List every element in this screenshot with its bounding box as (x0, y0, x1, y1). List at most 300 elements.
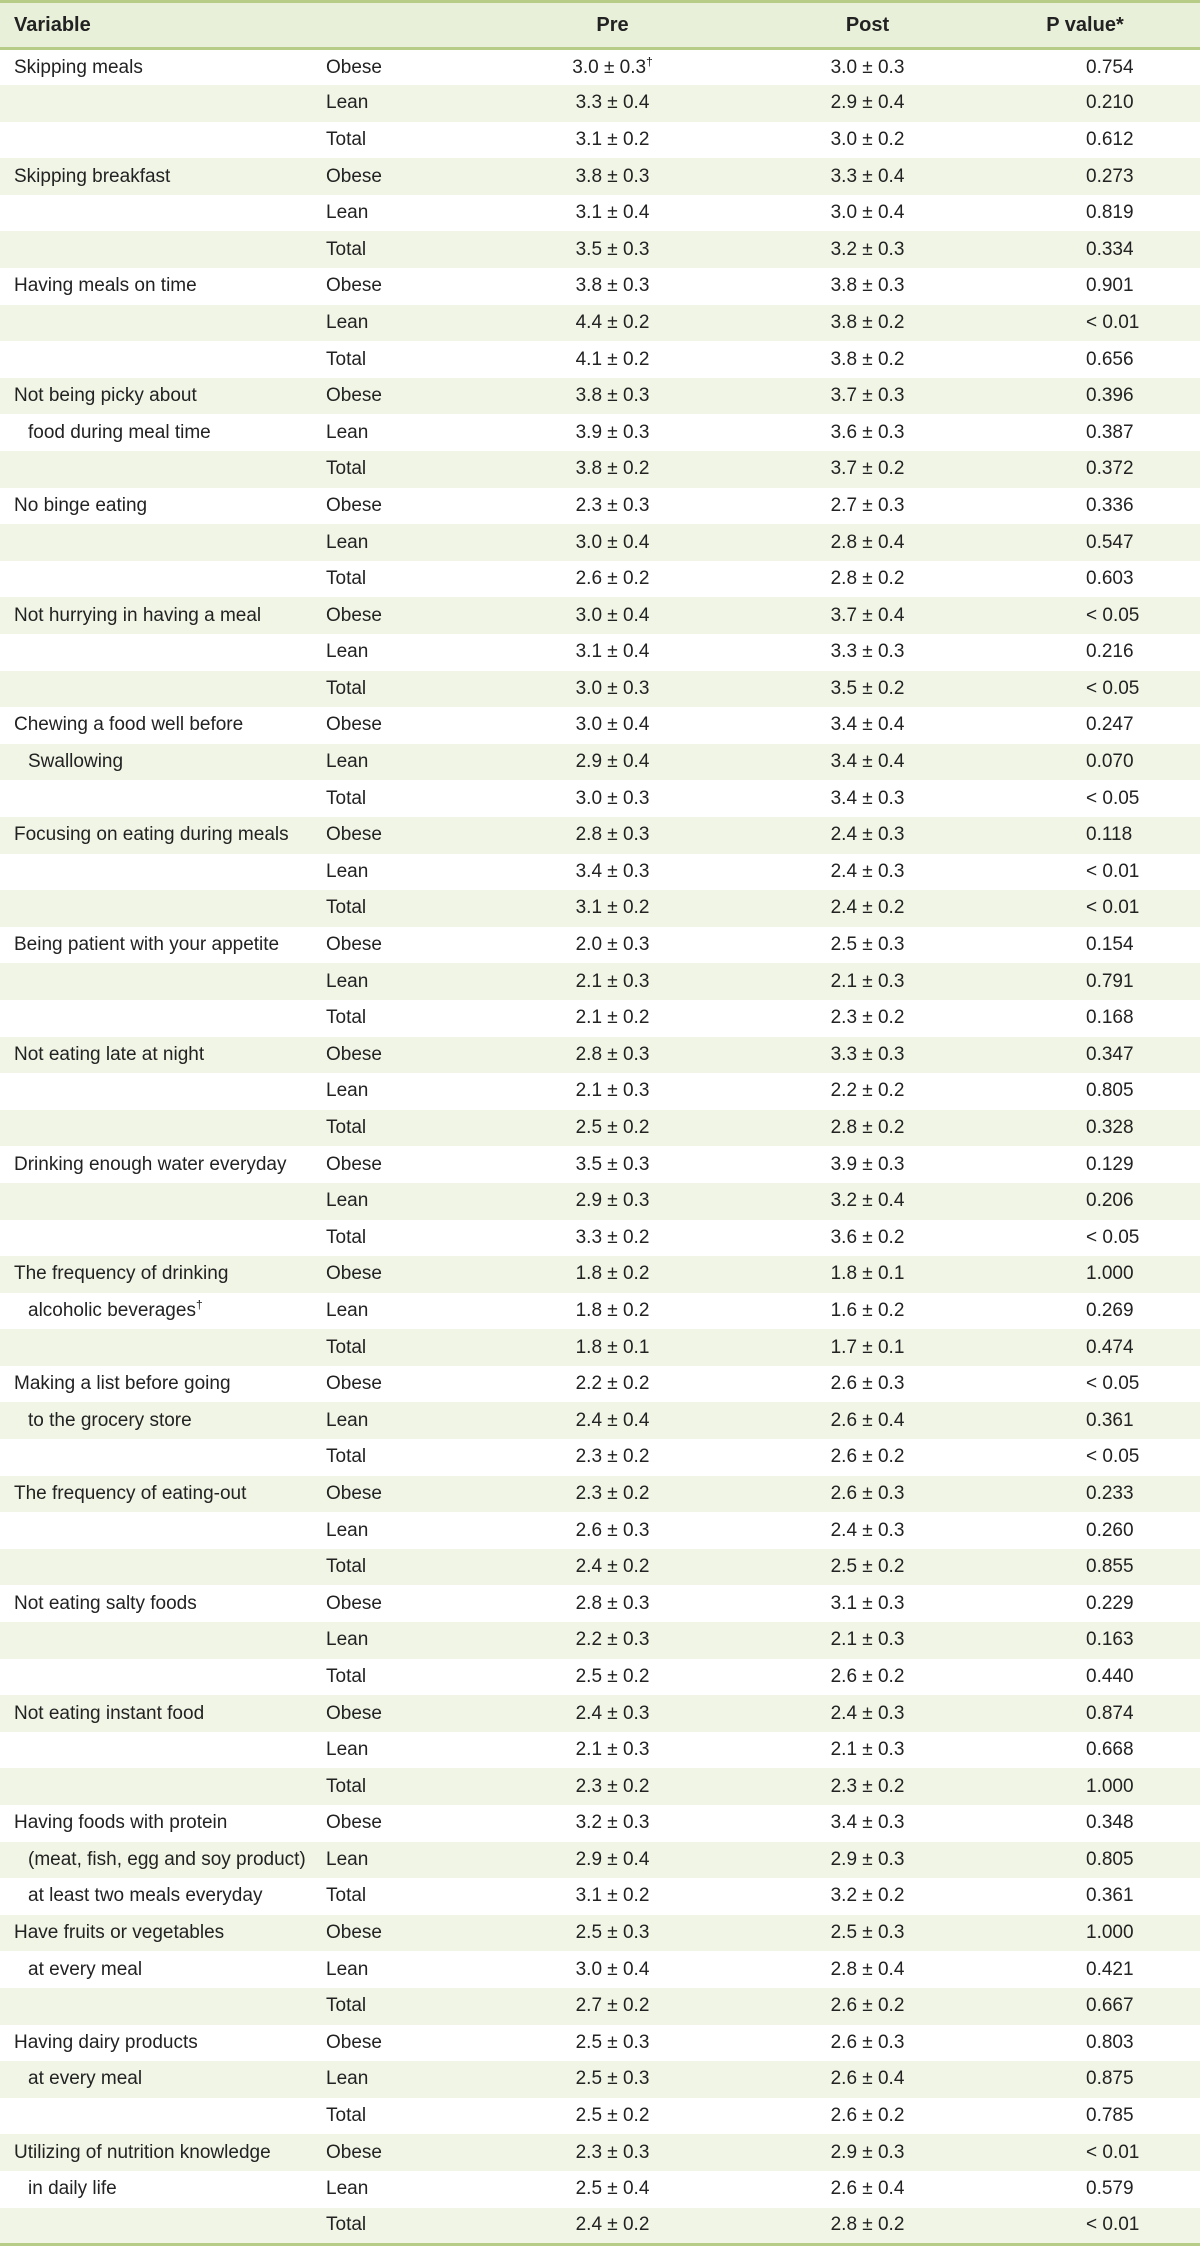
cell-variable (0, 1622, 310, 1659)
cell-variable (0, 1256, 310, 1293)
variable-text: at every meal (28, 2068, 143, 2090)
cell-pre (460, 707, 745, 744)
table-row (0, 1146, 1200, 1183)
cell-post: 2.6 ± 0.4 (830, 2178, 905, 2200)
table-row (0, 1512, 1200, 1549)
variable-text: Not eating late at night (14, 1043, 205, 1065)
cell-group: Total (326, 1336, 367, 1358)
cell-p-value: < 0.05 (1086, 1226, 1140, 1248)
table-row (0, 890, 1200, 927)
cell-p-value: 0.785 (1086, 2105, 1134, 2127)
cell-p-value: 0.334 (1086, 238, 1134, 260)
variable-text: Having dairy products (14, 2031, 198, 2053)
cell-pre (460, 671, 745, 708)
cell-group: Total (326, 677, 367, 699)
cell-variable (0, 707, 310, 744)
cell-group: Obese (326, 714, 382, 736)
pre-value: 3.1 ± 0.4 (575, 641, 650, 663)
pre-value: 3.1 ± 0.2 (575, 897, 650, 919)
cell-post: 2.2 ± 0.2 (830, 1080, 905, 1102)
cell-post: 3.7 ± 0.2 (830, 458, 905, 480)
cell-pre (460, 780, 745, 817)
cell-variable (0, 927, 310, 964)
cell-pre (460, 854, 745, 891)
pre-value: 3.8 ± 0.3 (575, 275, 650, 297)
cell-group: Lean (326, 970, 369, 992)
variable-text: Have fruits or vegetables (14, 1922, 225, 1944)
cell-variable (0, 1402, 310, 1439)
cell-pre (460, 1256, 745, 1293)
cell-p-value: 0.216 (1086, 641, 1134, 663)
cell-p-value: 0.875 (1086, 2068, 1134, 2090)
table-row (0, 1768, 1200, 1805)
table-row (0, 49, 1200, 86)
cell-p-value: < 0.05 (1086, 1373, 1140, 1395)
table-row (0, 1915, 1200, 1952)
pre-value: 3.8 ± 0.3 (575, 165, 650, 187)
variable-text: alcoholic beverages (28, 1299, 196, 1321)
cell-post: 2.8 ± 0.2 (745, 2208, 990, 2245)
cell-variable (0, 1329, 310, 1366)
cell-group: Total (326, 1446, 367, 1468)
cell-pre (460, 1585, 745, 1622)
variable-text: Skipping meals (14, 56, 143, 78)
cell-post: 3.8 ± 0.3 (830, 275, 905, 297)
cell-group: Total (326, 1995, 367, 2017)
cell-pre (460, 744, 745, 781)
cell-pre (460, 1659, 745, 1696)
cell-variable (0, 890, 310, 927)
table-row (0, 671, 1200, 708)
pre-value: 3.0 ± 0.4 (575, 531, 650, 553)
table-row (0, 597, 1200, 634)
footnote-mark: † (195, 1297, 203, 1312)
table-row (0, 1439, 1200, 1476)
cell-group: Lean (326, 311, 369, 333)
cell-post: 2.1 ± 0.3 (830, 970, 905, 992)
cell-p-value: 0.668 (1086, 1739, 1134, 1761)
pre-value: 2.4 ± 0.4 (575, 1409, 650, 1431)
cell-group: Total (326, 2105, 367, 2127)
pre-value: 2.1 ± 0.2 (575, 1007, 650, 1029)
cell-group: Lean (326, 751, 369, 773)
cell-p-value: 0.579 (1086, 2178, 1134, 2200)
header-p-value: P value* (990, 2, 1200, 49)
cell-variable (0, 1439, 310, 1476)
cell-group: Lean (326, 1848, 369, 1870)
cell-pre (460, 1146, 745, 1183)
table-header (0, 2, 1200, 49)
pre-value: 3.2 ± 0.3 (575, 1812, 650, 1834)
pre-value: 3.1 ± 0.4 (575, 202, 650, 224)
cell-group: Obese (326, 1812, 382, 1834)
cell-pre (460, 1366, 745, 1403)
cell-pre (460, 1622, 745, 1659)
cell-variable (0, 341, 310, 378)
cell-group: Lean (326, 1190, 369, 1212)
pre-value: 2.1 ± 0.3 (575, 970, 650, 992)
cell-variable (0, 671, 310, 708)
cell-group: Total (326, 897, 367, 919)
cell-p-value: 0.210 (1086, 92, 1134, 114)
table-row (0, 488, 1200, 525)
cell-post: 2.9 ± 0.3 (830, 2141, 905, 2163)
cell-post: 2.5 ± 0.3 (830, 1922, 905, 1944)
cell-post: 3.2 ± 0.4 (830, 1190, 905, 1212)
cell-variable (0, 1293, 310, 1330)
cell-variable (0, 1073, 310, 1110)
cell-group: Obese (326, 494, 382, 516)
cell-pre (460, 561, 745, 598)
header-pre: Pre (460, 2, 745, 49)
cell-group: Lean (326, 2178, 369, 2200)
cell-p-value: 0.819 (1086, 202, 1134, 224)
cell-variable (0, 488, 310, 525)
cell-group: Obese (326, 165, 382, 187)
pre-value: 2.4 ± 0.2 (575, 2214, 650, 2236)
cell-p-value: 0.229 (1086, 1592, 1134, 1614)
cell-variable (0, 634, 310, 671)
pre-value: 2.5 ± 0.3 (575, 1922, 650, 1944)
cell-variable (0, 1878, 310, 1915)
cell-p-value: 0.118 (1086, 824, 1133, 846)
cell-group: Obese (326, 1373, 382, 1395)
cell-pre (460, 2208, 745, 2245)
table-row (0, 1732, 1200, 1769)
pre-value: 2.5 ± 0.2 (575, 2105, 650, 2127)
cell-p-value: 0.154 (1086, 934, 1134, 956)
cell-pre (460, 1988, 745, 2025)
cell-variable (0, 854, 310, 891)
cell-group: Total (326, 458, 367, 480)
cell-group: Obese (326, 1043, 382, 1065)
cell-p-value: 0.874 (1086, 1702, 1134, 1724)
cell-variable (0, 744, 310, 781)
pre-value: 3.0 ± 0.4 (575, 714, 650, 736)
cell-group: Obese (326, 604, 382, 626)
cell-post: 3.6 ± 0.2 (830, 1226, 905, 1248)
cell-variable (0, 231, 310, 268)
variable-text: The frequency of drinking (14, 1263, 229, 1285)
cell-post: 3.4 ± 0.3 (830, 1812, 905, 1834)
cell-group: Obese (326, 934, 382, 956)
cell-variable (0, 1146, 310, 1183)
cell-variable (0, 963, 310, 1000)
cell-variable (0, 268, 310, 305)
cell-pre (460, 1000, 745, 1037)
cell-variable (0, 49, 310, 86)
cell-variable (0, 1732, 310, 1769)
cell-post: 2.8 ± 0.4 (830, 1958, 905, 1980)
variable-text: The frequency of eating-out (14, 1482, 247, 1504)
cell-pre (460, 488, 745, 525)
table-row (0, 1329, 1200, 1366)
table-row (0, 1476, 1200, 1513)
table-row (0, 341, 1200, 378)
cell-post: 3.5 ± 0.2 (830, 677, 905, 699)
table-row (0, 1037, 1200, 1074)
cell-variable (0, 1805, 310, 1842)
pre-value: 2.5 ± 0.3 (575, 2031, 650, 2053)
cell-variable (0, 1549, 310, 1586)
cell-post: 3.2 ± 0.2 (830, 1885, 905, 1907)
cell-pre (460, 524, 745, 561)
cell-group: Total (326, 1885, 367, 1907)
cell-pre (460, 1402, 745, 1439)
cell-variable (0, 1037, 310, 1074)
variable-text: Chewing a food well before (14, 714, 244, 736)
cell-pre (460, 195, 745, 232)
pre-value: 2.0 ± 0.3 (575, 934, 650, 956)
cell-group: Total (326, 787, 367, 809)
cell-post: 2.8 ± 0.2 (830, 1117, 905, 1139)
pre-value: 2.4 ± 0.2 (575, 1556, 650, 1578)
cell-pre (460, 1768, 745, 1805)
cell-pre (460, 2098, 745, 2135)
cell-post: 2.3 ± 0.2 (830, 1007, 905, 1029)
cell-post: 2.4 ± 0.3 (830, 1519, 905, 1541)
cell-pre (460, 1110, 745, 1147)
table-row (0, 1256, 1200, 1293)
cell-pre (460, 414, 745, 451)
cell-p-value: < 0.05 (1086, 677, 1140, 699)
pre-value: 2.8 ± 0.3 (575, 1592, 650, 1614)
pre-value: 3.1 ± 0.2 (575, 128, 650, 150)
table-row (0, 122, 1200, 159)
pre-value: 2.2 ± 0.2 (575, 1373, 650, 1395)
cell-post: 1.6 ± 0.2 (830, 1299, 905, 1321)
cell-post: 3.6 ± 0.3 (830, 421, 905, 443)
cell-p-value: 0.361 (1086, 1885, 1134, 1907)
table-row (0, 2208, 1200, 2245)
pre-value: 2.6 ± 0.3 (575, 1519, 650, 1541)
cell-post: 2.4 ± 0.3 (830, 860, 905, 882)
cell-variable (0, 1220, 310, 1257)
variable-text: at least two meals everyday (28, 1885, 263, 1907)
cell-post: 2.6 ± 0.4 (830, 1409, 905, 1431)
pre-value: 2.2 ± 0.3 (575, 1629, 650, 1651)
cell-group: Lean (326, 92, 369, 114)
cell-group: Total (326, 1775, 367, 1797)
cell-group: Obese (326, 1702, 382, 1724)
table-row (0, 2061, 1200, 2098)
table-row (0, 817, 1200, 854)
cell-group: Obese (326, 385, 382, 407)
cell-p-value: 0.387 (1086, 421, 1134, 443)
cell-post: 3.4 ± 0.4 (830, 714, 905, 736)
cell-group: Total (326, 348, 367, 370)
table-row (0, 780, 1200, 817)
pre-value: 3.3 ± 0.2 (575, 1226, 650, 1248)
variable-text: Having foods with protein (14, 1812, 228, 1834)
cell-variable (0, 1110, 310, 1147)
table-row (0, 1951, 1200, 1988)
cell-p-value: 0.269 (1086, 1299, 1134, 1321)
cell-pre (460, 1805, 745, 1842)
cell-post: 2.4 ± 0.2 (830, 897, 905, 919)
cell-post: 2.6 ± 0.3 (830, 2031, 905, 2053)
variable-text: Not hurrying in having a meal (14, 604, 262, 626)
cell-variable (0, 1585, 310, 1622)
cell-p-value: 0.206 (1086, 1190, 1134, 1212)
cell-post: 2.7 ± 0.3 (830, 494, 905, 516)
pre-value: 3.0 ± 0.3 (575, 677, 650, 699)
cell-post: 3.8 ± 0.2 (830, 311, 905, 333)
cell-post: 2.6 ± 0.3 (830, 1482, 905, 1504)
cell-post: 3.0 ± 0.2 (830, 128, 905, 150)
table-row (0, 1988, 1200, 2025)
cell-variable (0, 195, 310, 232)
cell-pre (460, 963, 745, 1000)
cell-variable (0, 305, 310, 342)
variable-text: Not being picky about (14, 385, 197, 407)
cell-p-value: 0.347 (1086, 1043, 1134, 1065)
pre-value: 3.5 ± 0.3 (575, 238, 650, 260)
cell-p-value: 0.361 (1086, 1409, 1134, 1431)
cell-post: 2.9 ± 0.4 (830, 92, 905, 114)
cell-variable (0, 2061, 310, 2098)
cell-group: Obese (326, 1263, 382, 1285)
cell-pre (460, 1951, 745, 1988)
cell-group: Total (310, 2208, 460, 2245)
pre-value: 2.3 ± 0.3 (575, 494, 650, 516)
pre-value: 2.6 ± 0.2 (575, 568, 650, 590)
cell-pre (460, 2025, 745, 2062)
cell-post: 1.7 ± 0.1 (830, 1336, 905, 1358)
cell-p-value: 0.336 (1086, 494, 1134, 516)
pre-value: 3.3 ± 0.4 (575, 92, 650, 114)
table-row (0, 1110, 1200, 1147)
cell-group: Obese (326, 1153, 382, 1175)
cell-post: 2.4 ± 0.3 (830, 1702, 905, 1724)
cell-group: Lean (326, 531, 369, 553)
cell-p-value: 0.474 (1086, 1336, 1134, 1358)
header-variable: Variable (0, 2, 310, 49)
cell-group: Lean (326, 1080, 369, 1102)
cell-variable (0, 158, 310, 195)
cell-p-value: 0.372 (1086, 458, 1134, 480)
pre-value: 2.9 ± 0.4 (575, 1848, 650, 1870)
cell-p-value: < 0.01 (1086, 2141, 1140, 2163)
header-group (310, 2, 460, 49)
variable-text: Having meals on time (14, 275, 197, 297)
cell-pre (460, 927, 745, 964)
cell-pre (460, 1073, 745, 1110)
cell-p-value: < 0.01 (1086, 897, 1140, 919)
cell-group: Lean (326, 202, 369, 224)
cell-pre (460, 1037, 745, 1074)
cell-group: Lean (326, 2068, 369, 2090)
cell-p-value: 0.273 (1086, 165, 1134, 187)
cell-variable (0, 85, 310, 122)
cell-p-value: 0.791 (1086, 970, 1134, 992)
variable-text: Making a list before going (14, 1373, 231, 1395)
pre-value: 3.0 ± 0.4 (575, 1958, 650, 1980)
cell-p-value: 0.168 (1086, 1007, 1134, 1029)
cell-group: Obese (326, 56, 382, 78)
cell-post: 2.4 ± 0.3 (830, 824, 905, 846)
header-post: Post (745, 2, 990, 49)
cell-pre (460, 597, 745, 634)
variable-text: (meat, fish, egg and soy product) (28, 1848, 306, 1870)
pre-value: 1.8 ± 0.2 (575, 1263, 650, 1285)
cell-variable (0, 2171, 310, 2208)
table-row (0, 1293, 1200, 1330)
table-row (0, 1183, 1200, 1220)
table-row (0, 195, 1200, 232)
cell-post: 2.6 ± 0.3 (830, 1373, 905, 1395)
cell-p-value: 0.348 (1086, 1812, 1134, 1834)
cell-post: 2.5 ± 0.2 (830, 1556, 905, 1578)
pre-value: 2.3 ± 0.2 (575, 1775, 650, 1797)
variable-text: Focusing on eating during meals (14, 824, 289, 846)
pre-value: 3.0 ± 0.3 (575, 787, 650, 809)
cell-group: Total (326, 568, 367, 590)
cell-pre (460, 268, 745, 305)
cell-variable (0, 2098, 310, 2135)
footnote-mark: † (646, 54, 653, 69)
cell-group: Total (326, 1665, 367, 1687)
table-row (0, 1805, 1200, 1842)
pre-value: 4.4 ± 0.2 (575, 311, 650, 333)
cell-post: 2.8 ± 0.2 (830, 568, 905, 590)
cell-post: 2.3 ± 0.2 (830, 1775, 905, 1797)
pre-value: 2.5 ± 0.3 (575, 2068, 650, 2090)
cell-p-value: < 0.01 (990, 2208, 1200, 2245)
table-row (0, 1878, 1200, 1915)
cell-pre (460, 1695, 745, 1732)
cell-post: 3.8 ± 0.2 (830, 348, 905, 370)
variable-text: Utilizing of nutrition knowledge (14, 2141, 271, 2163)
variable-text: to the grocery store (28, 1409, 192, 1431)
cell-group: Lean (326, 1739, 369, 1761)
table-row (0, 524, 1200, 561)
cell-p-value: 0.396 (1086, 385, 1134, 407)
cell-group: Total (326, 1007, 367, 1029)
pre-value: 2.8 ± 0.3 (575, 824, 650, 846)
cell-pre (460, 1183, 745, 1220)
pre-value: 2.4 ± 0.3 (575, 1702, 650, 1724)
cell-post: 3.4 ± 0.3 (830, 787, 905, 809)
header-row (0, 2, 1200, 49)
cell-p-value: 0.803 (1086, 2031, 1134, 2053)
variable-text: Not eating salty foods (14, 1592, 197, 1614)
table-row (0, 2134, 1200, 2171)
cell-group: Lean (326, 1299, 369, 1321)
table-row (0, 2171, 1200, 2208)
variable-text: Not eating instant food (14, 1702, 205, 1724)
cell-pre (460, 1329, 745, 1366)
table-row (0, 414, 1200, 451)
cell-post: 2.1 ± 0.3 (830, 1629, 905, 1651)
cell-pre (460, 1732, 745, 1769)
pre-value: 1.8 ± 0.2 (575, 1299, 650, 1321)
pre-value: 3.9 ± 0.3 (575, 421, 650, 443)
cell-group: Obese (326, 1922, 382, 1944)
cell-group: Total (326, 1117, 367, 1139)
pre-value: 2.7 ± 0.2 (575, 1995, 650, 2017)
table-row (0, 1402, 1200, 1439)
cell-p-value: 0.754 (1086, 56, 1134, 78)
cell-group: Lean (326, 1629, 369, 1651)
variable-text: food during meal time (28, 421, 211, 443)
cell-pre (460, 2171, 745, 2208)
cell-group: Total (326, 1226, 367, 1248)
cell-pre (460, 2134, 745, 2171)
cell-post: 3.0 ± 0.4 (830, 202, 905, 224)
cell-pre (460, 2061, 745, 2098)
table-row (0, 1220, 1200, 1257)
